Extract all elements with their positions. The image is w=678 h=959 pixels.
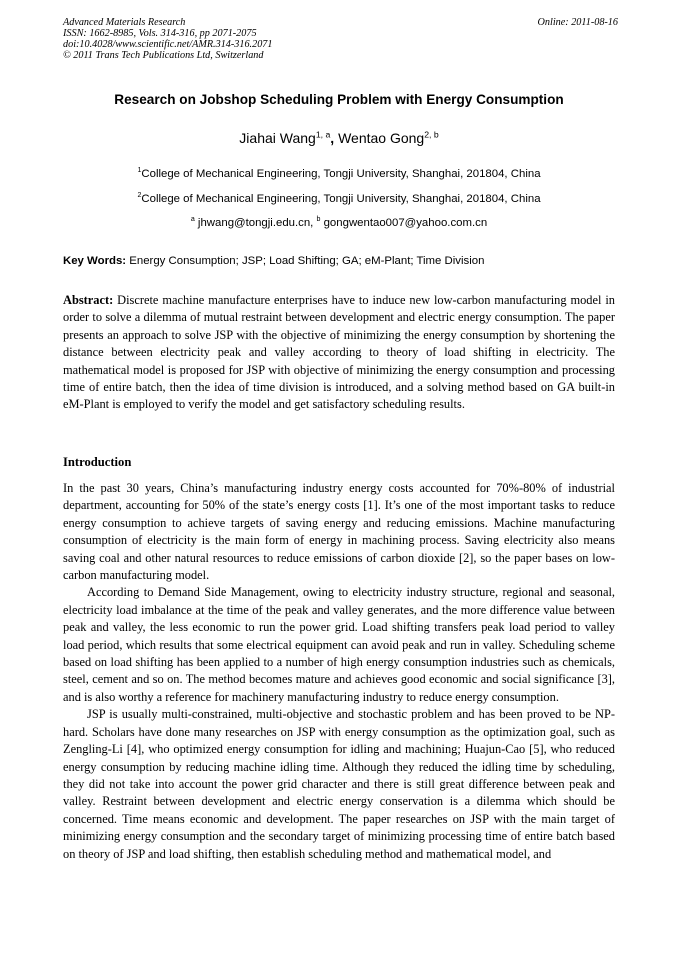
keywords-label: Key Words: xyxy=(63,255,127,267)
author-separator: , xyxy=(330,130,339,146)
paper-title: Research on Jobshop Scheduling Problem with Energy Consumption xyxy=(114,92,564,107)
journal-header xyxy=(63,17,618,61)
affiliation-text: College of Mechanical Engineering, Tongji University, Shanghai, 201804, China xyxy=(141,168,541,180)
paragraph: According to Demand Side Management, owing to electricity industry structure, regional and seasonal, electricity load imbalance at the time of the peak and valley generates, and the more difference value between peak and valley, the less economic to run the power grid. Load shifting transfers peak load period to valley load period, which results that some electrical equipment can avoid peak and run in valley. Scheduling scheme based on load shifting has been applied to a number of high energy consumption industries such as chemicals, steel, cement and so on. The method becomes mature and achieves good economic and social significance [3], and is also worthy a reference for machinery manufacturing industry to reduce energy consumption. xyxy=(63,585,615,704)
paragraph: JSP is usually multi-constrained, multi-objective and stochastic problem and has been proved to be NP-hard. Scholars have done many researches on JSP with energy consumption as the optimization goal, such as Zengling-Li [4], who optimized energy consumption for idling and machining; Huajun-Cao [5], who reduced energy consumption by reducing machine idling time. Although they reduced the idling time by scheduling, they did not take into account the power grid character and there is still great difference between peak and valley. Restraint between development and electric energy conservation is a dilemma which should be concerned. Time means economic and development. The paper researches on JSP with the main target of minimizing energy consumption and the secondary target of minimizing processing time of entire batch based on theory of JSP and load shifting, then establish scheduling method and mathematical model, and xyxy=(63,707,615,861)
email-text: jhwang@tongji.edu.cn, xyxy=(194,217,317,229)
affiliation-1 xyxy=(40,168,638,180)
email-mark: b xyxy=(316,216,321,224)
author-name: Wentao Gong xyxy=(338,130,425,146)
email-text: gongwentao007@yahoo.com.cn xyxy=(320,217,488,229)
section-heading-introduction: Introduction xyxy=(63,455,132,469)
affiliation-mark: 1 xyxy=(137,167,142,175)
affiliation-mark: 2 xyxy=(137,192,142,200)
author-emails xyxy=(40,217,638,229)
abstract-text: Discrete machine manufacture enterprises have to induce new low-carbon manufacturing model in order to solve a dilemma of mutual restraint between development and electric energy consumption. The paper presents an approach to solve JSP with the objective of minimizing the energy consumption by shortening the distance between electricity peak and valley according to theory of load shifting in electricity. The mathematical model is proposed for JSP with objective of minimizing the energy consumption and processing time of entire batch, then the idea of time division is introduced, and a solving method based on GA built-in eM-Plant is employed to verify the model and get satisfactory scheduling results. xyxy=(63,293,615,412)
abstract-label: Abstract: xyxy=(63,293,114,307)
affiliation-text: College of Mechanical Engineering, Tongji University, Shanghai, 201804, China xyxy=(141,193,541,205)
paragraph: In the past 30 years, China’s manufacturing industry energy costs accounted for 70%-80% of industrial department, accounting for 50% of the state’s energy costs [1]. It’s one of the most important tasks to reduce energy consumption to achieve targets of saving energy and reducing emissions. Machine manufacturing consumption of electricity is the main form of energy in machining process. Saving electricity also means saving coal and other natural resources to reduce emissions of carbon dioxide [2], so the paper bases on low-carbon manufacturing model. xyxy=(63,481,615,583)
affiliation-2 xyxy=(40,193,638,205)
keywords xyxy=(63,255,618,267)
issn-line: ISSN: 1662-8985, Vols. 314-316, pp 2071-2075 xyxy=(63,28,257,39)
author-superscript: 2, b xyxy=(424,129,439,140)
keywords-text: Energy Consumption; JSP; Load Shifting; GA; eM-Plant; Time Division xyxy=(126,255,485,267)
online-date: Online: 2011-08-16 xyxy=(537,17,618,28)
email-mark: a xyxy=(190,216,195,224)
author-name: Jiahai Wang xyxy=(239,130,316,146)
author-superscript: 1, a xyxy=(315,129,331,140)
copyright-line: © 2011 Trans Tech Publications Ltd, Switzerland xyxy=(63,50,264,61)
abstract xyxy=(63,292,615,414)
author-list xyxy=(40,130,638,146)
journal-name: Advanced Materials Research xyxy=(63,17,186,28)
doi-line: doi:10.4028/www.scientific.net/AMR.314-316.2071 xyxy=(63,39,273,50)
introduction-body xyxy=(63,480,615,863)
